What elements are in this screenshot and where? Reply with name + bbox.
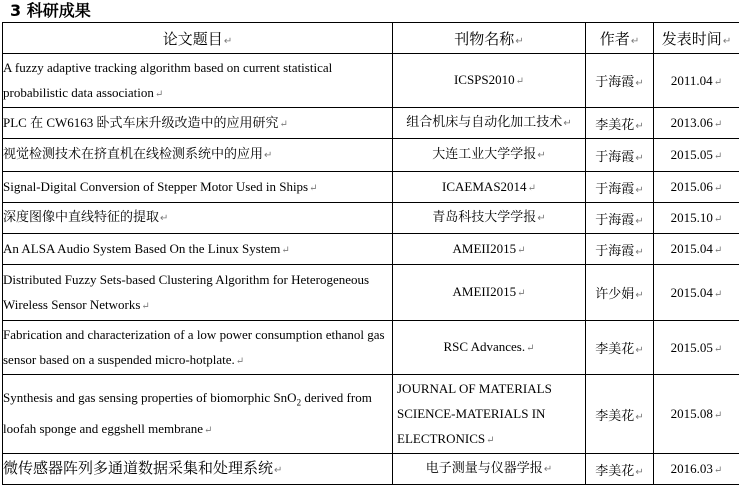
paragraph-mark: ↵ [635,215,644,227]
journal-name: 电子测量与仪器学报 [425,461,543,476]
paragraph-mark: ↵ [154,88,164,100]
header-title [3,23,393,54]
date-cell [654,321,739,375]
author-name: 于海霞 [595,212,635,228]
paragraph-mark: ↵ [635,411,644,423]
paragraph-mark: ↵ [713,119,723,130]
journal-name: ICSPS2010 [453,72,515,87]
publish-date: 2016.03 [670,461,713,476]
paragraph-mark: ↵ [223,35,233,47]
journal-name: AMEII2015 [452,284,517,299]
date-cell [654,375,739,454]
author-name: 于海霞 [595,149,635,165]
paper-title-cell [3,454,393,485]
paragraph-mark: ↵ [563,118,572,129]
paragraph-mark: ↵ [635,246,644,258]
paper-title: Synthesis and gas sensing properties of biomorphic SnO [3,390,297,406]
journal-cell [393,54,586,108]
paragraph-mark: ↵ [526,343,535,354]
paragraph-mark: ↵ [281,244,290,256]
publications-table [2,22,739,485]
author-name: 李美花 [595,117,635,133]
paper-title-subscript: 2 [296,397,302,408]
table-row [3,265,739,321]
paragraph-mark: ↵ [527,182,536,194]
paragraph-mark: ↵ [274,464,283,476]
paper-title: 视觉检测技术在挤直机在线检测系统中的应用 [3,147,264,162]
paragraph-mark: ↵ [635,466,644,478]
journal-cell [393,265,586,321]
journal-cell [393,172,586,203]
paragraph-mark: ↵ [713,151,723,162]
paragraph-mark: ↵ [537,150,546,161]
author-cell [586,139,654,172]
journal-cell [393,375,586,454]
paragraph-mark: ↵ [264,150,273,161]
author-cell [586,234,654,265]
paragraph-mark: ↵ [635,184,644,196]
paragraph-mark: ↵ [309,182,318,194]
author-name: 李美花 [595,463,635,479]
journal-cell [393,139,586,172]
paragraph-mark: ↵ [543,464,553,475]
journal-name: RSC Advances. [443,339,526,354]
paragraph-mark: ↵ [515,35,524,47]
paper-title-cell [3,321,393,375]
paragraph-mark: ↵ [713,343,723,355]
paragraph-mark: ↵ [517,244,526,256]
paragraph-mark: ↵ [630,35,640,47]
paragraph-mark: ↵ [635,152,644,164]
author-cell [586,172,654,203]
publish-date: 2011.04 [670,72,713,88]
table-row [3,172,739,203]
journal-name: JOURNAL OF MATERIALS SCIENCE-MATERIALS IN ELECTRONICS [397,380,552,446]
author-name: 于海霞 [595,243,635,259]
paragraph-mark: ↵ [713,410,723,421]
table-row [3,234,739,265]
date-cell [654,203,739,234]
paragraph-mark: ↵ [713,288,723,300]
paragraph-mark: ↵ [713,245,723,256]
paragraph-mark: ↵ [713,465,723,476]
author-name: 于海霞 [595,181,635,197]
table-row [3,139,739,172]
paper-title-cell [3,375,393,454]
table-row [3,454,739,485]
publish-date: 2015.04 [670,241,713,256]
journal-name: 组合机床与自动化加工技术 [406,115,563,130]
paragraph-mark: ↵ [635,290,644,301]
paper-title: An ALSA Audio System Based On the Linux System [3,240,281,256]
paper-title-cell [3,234,393,265]
paragraph-mark: ↵ [713,76,723,88]
author-name: 李美花 [595,408,635,424]
table-row [3,321,739,375]
section-heading-text: 3 科研成果 [10,1,91,20]
paragraph-mark: ↵ [160,213,169,224]
author-cell [586,54,654,108]
publish-date: 2015.05 [670,147,713,162]
author-name: 李美花 [595,342,635,357]
date-cell [654,265,739,321]
paper-title: Signal-Digital Conversion of Stepper Motor Used in Ships [3,178,309,194]
paragraph-mark: ↵ [635,78,644,89]
header-date-text: 发表时间 [661,29,722,48]
author-name: 于海霞 [595,75,635,90]
paragraph-mark: ↵ [204,424,213,436]
table-header-row [3,23,739,54]
paragraph-mark: ↵ [517,288,526,299]
date-cell [654,234,739,265]
author-cell [586,375,654,454]
journal-name: 青岛科技大学学报 [432,210,537,225]
date-cell [654,172,739,203]
paragraph-mark: ↵ [235,355,245,367]
header-date [654,23,739,54]
header-journal [393,23,586,54]
journal-cell [393,321,586,375]
date-cell [654,139,739,172]
journal-cell [393,203,586,234]
header-journal-text: 刊物名称 [454,29,515,48]
header-title-text: 论文题目 [162,29,223,48]
header-author [586,23,654,54]
table-row [3,203,739,234]
paragraph-mark: ↵ [141,300,150,312]
paragraph-mark: ↵ [486,434,495,446]
paper-title: 微传感器阵列多通道数据采集和处理系统 [3,458,274,477]
journal-cell [393,454,586,485]
paper-title-cell [3,54,393,108]
journal-name: ICAEMAS2014 [442,178,527,194]
author-cell [586,321,654,375]
paragraph-mark: ↵ [713,183,723,194]
paragraph-mark: ↵ [537,213,546,224]
paper-title-continued: derived from loofah sponge and eggshell membrane [3,390,372,436]
publish-date: 2015.05 [670,339,713,355]
date-cell [654,108,739,139]
journal-cell [393,234,586,265]
publish-date: 2015.10 [670,210,713,225]
paper-title: Distributed Fuzzy Sets-based Clustering Algorithm for Heterogeneous Wireless Sensor Networks [3,271,370,312]
author-cell [586,203,654,234]
paragraph-mark: ↵ [635,120,644,132]
section-heading [10,0,91,22]
paragraph-mark: ↵ [515,76,525,87]
paper-title: PLC 在 CW6163 卧式车床升级改造中的应用研究 [3,114,279,130]
header-author-text: 作者 [599,29,630,48]
paper-title-cell [3,203,393,234]
paragraph-mark: ↵ [713,214,723,225]
paper-title: Fabrication and characterization of a low power consumption ethanol gas sensor based on a suspended micro-hotplate. [3,326,385,367]
journal-name: AMEII2015 [452,240,517,256]
date-cell [654,54,739,108]
paper-title: 深度图像中直线特征的提取 [3,210,160,225]
journal-cell [393,108,586,139]
paper-title-cell [3,108,393,139]
table-row [3,108,739,139]
date-cell [654,454,739,485]
paragraph-mark: ↵ [722,35,732,47]
paragraph-mark: ↵ [635,345,644,356]
publish-date: 2013.06 [670,115,713,130]
paper-title-cell [3,139,393,172]
publish-date: 2015.08 [670,406,713,421]
author-cell [586,108,654,139]
paper-title-cell [3,172,393,203]
journal-name: 大连工业大学学报 [432,147,537,162]
table-row [3,54,739,108]
author-name: 许少娟 [595,287,635,302]
publish-date: 2015.04 [670,284,713,300]
publish-date: 2015.06 [670,179,713,194]
table-row [3,375,739,454]
author-cell [586,265,654,321]
paper-title: A fuzzy adaptive tracking algorithm based on current statistical probabilistic data association [3,59,333,100]
paragraph-mark: ↵ [279,118,288,130]
paper-title-cell [3,265,393,321]
author-cell [586,454,654,485]
